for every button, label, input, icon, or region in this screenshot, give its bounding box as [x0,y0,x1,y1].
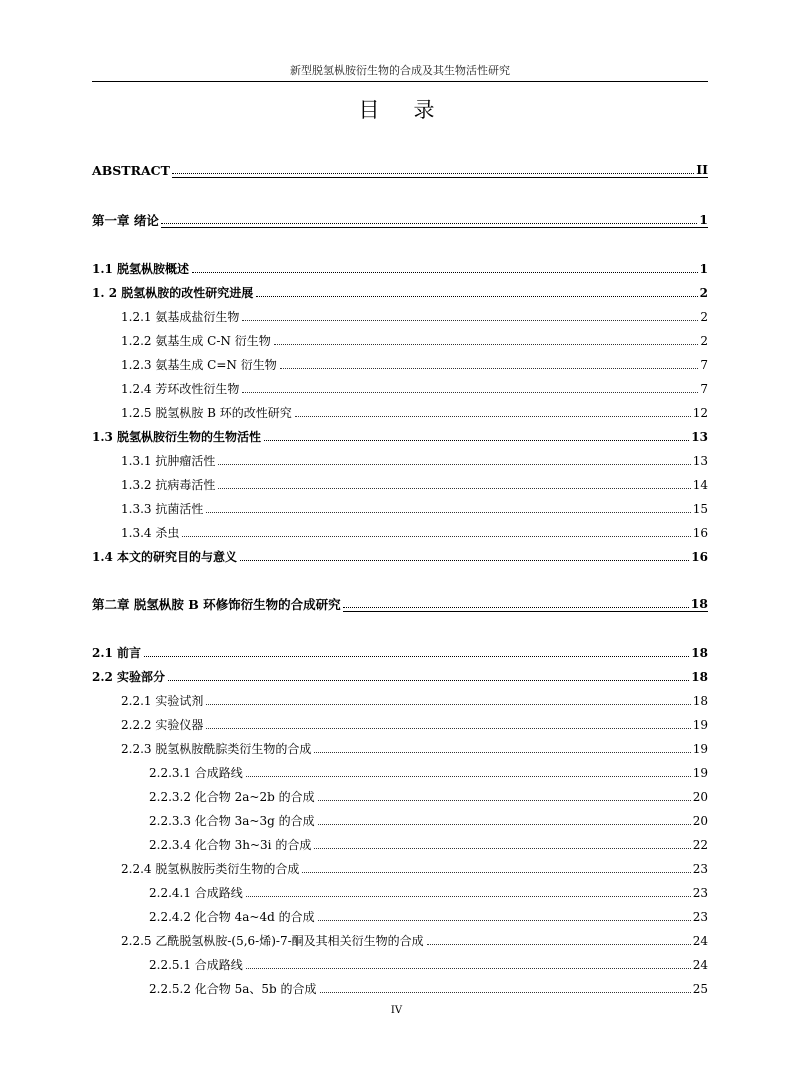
toc-entry[interactable] [121,378,708,396]
dot-leader [280,368,699,369]
toc-entry-page: 24 [692,958,708,972]
dot-leader [144,656,689,657]
toc-entry-page: 16 [691,550,708,564]
dot-leader [274,344,699,345]
dot-leader [172,173,694,174]
toc-entry[interactable] [149,954,708,972]
toc-entry-label: 1.2.5 脱氢枞胺 B 环的改性研究 [121,406,292,420]
dot-leader [206,704,690,705]
leader-underline [172,173,696,178]
toc-entry[interactable] [149,906,708,924]
toc-entry-page: 1 [699,212,708,227]
dot-leader [318,920,691,921]
toc-entry-label: 2.2.3.4 化合物 3h~3i 的合成 [149,838,312,852]
dot-leader [206,512,690,513]
toc-entry-label: 2.2.2 实验仪器 [121,718,204,732]
toc-entry-page: 2 [699,286,708,300]
toc-entry-page: 16 [692,526,708,540]
toc-entry[interactable] [121,474,708,492]
toc-entry-label: 第二章 脱氢枞胺 B 环修饰衍生物的合成研究 [92,597,341,612]
toc-entry-page: 24 [692,934,708,948]
toc-entry-page: 18 [691,670,708,684]
toc-entry-page: 23 [692,862,708,876]
dot-leader [218,488,690,489]
toc-entry-page: 18 [692,694,708,708]
toc-entry-page: 1 [699,262,708,276]
toc-entry-label: 1.2.2 氨基生成 C-N 衍生物 [121,334,271,348]
toc-entry-label: 1.3 脱氢枞胺衍生物的生物活性 [92,430,262,444]
dot-leader [242,320,698,321]
toc-entry[interactable] [92,594,708,612]
dot-leader [295,416,691,417]
running-header: 新型脱氢枞胺衍生物的合成及其生物活性研究 [290,64,510,77]
dot-leader [320,992,691,993]
toc-entry-label: 1. 2 脱氢枞胺的改性研究进展 [92,286,254,300]
toc-entry-page: II [696,162,708,177]
dot-leader [314,848,690,849]
dot-leader [318,800,691,801]
toc-entry-page: 20 [692,814,708,828]
dot-leader [218,464,690,465]
dot-leader [314,752,690,753]
dot-leader [343,607,689,608]
toc-entry-page: 20 [692,790,708,804]
dot-leader [246,968,691,969]
toc-entry-page: 15 [692,502,708,516]
toc-entry-label: 1.1 脱氢枞胺概述 [92,262,190,276]
dot-leader [256,296,697,297]
toc-entry[interactable] [121,354,708,372]
toc-entry-page: 19 [692,718,708,732]
toc-entry[interactable] [149,978,708,996]
toc-entry[interactable] [92,210,708,228]
toc-entry[interactable] [149,762,708,780]
toc-entry[interactable] [121,306,708,324]
toc-entry[interactable] [121,402,708,420]
dot-leader [206,728,690,729]
dot-leader [168,680,689,681]
toc-entry-label: 2.2.1 实验试剂 [121,694,204,708]
toc-entry-page: 19 [692,766,708,780]
toc-entry-label: 1.3.3 抗菌活性 [121,502,204,516]
dot-leader [427,944,691,945]
toc-entry-page: 22 [692,838,708,852]
toc-entry-label: 2.2.3.3 化合物 3a~3g 的合成 [149,814,315,828]
toc-entry-page: 2 [700,310,708,324]
dot-leader [182,536,690,537]
toc-entry-label: 1.4 本文的研究目的与意义 [92,550,238,564]
toc-entry[interactable] [121,930,708,948]
toc-entry-page: 12 [692,406,708,420]
toc-entry-label: 1.2.4 芳环改性衍生物 [121,382,240,396]
toc-entry[interactable] [92,666,708,684]
dot-leader [246,896,691,897]
toc-entry-page: 23 [692,886,708,900]
toc-entry[interactable] [121,450,708,468]
dot-leader [264,440,689,441]
toc-entry[interactable] [149,810,708,828]
toc-entry[interactable] [121,498,708,516]
toc-entry-label: 2.2.5.1 合成路线 [149,958,243,972]
toc-entry-label: 1.3.4 杀虫 [121,526,180,540]
toc-entry[interactable] [92,426,708,444]
toc-entry-label: 2.2.3.1 合成路线 [149,766,243,780]
toc-entry-label: 第一章 绪论 [92,213,159,228]
dot-leader [242,392,698,393]
toc-entry-label: 2.2 实验部分 [92,670,166,684]
toc-entry-page: 13 [692,454,708,468]
toc-entry[interactable] [121,522,708,540]
dot-leader [240,560,689,561]
dot-leader [302,872,690,873]
dot-leader [192,272,698,273]
toc-entry[interactable] [121,738,708,756]
toc-entry-label: 1.2.3 氨基生成 C=N 衍生物 [121,358,277,372]
toc-entry-label: 1.2.1 氨基成盐衍生物 [121,310,240,324]
toc-entry-label: 2.2.5.2 化合物 5a、5b 的合成 [149,982,317,996]
toc-title: 目录 [358,98,469,122]
dot-leader [246,776,691,777]
toc-entry-label: 2.2.3.2 化合物 2a~2b 的合成 [149,790,315,804]
toc-entry-page: 2 [700,334,708,348]
toc-entry[interactable] [92,258,708,276]
leader-underline [343,607,691,612]
toc-entry-page: 7 [700,382,708,396]
toc-entry[interactable] [121,714,708,732]
toc-entry-label: 2.2.5 乙酰脱氢枞胺-(5,6-烯)-7-酮及其相关衍生物的合成 [121,934,424,948]
dot-leader [161,223,697,224]
dot-leader [318,824,691,825]
toc-entry-label: 2.2.4 脱氢枞胺肟类衍生物的合成 [121,862,300,876]
toc-entry-page: 19 [692,742,708,756]
toc-entry-page: 13 [691,430,708,444]
toc-entry[interactable] [121,690,708,708]
toc-entry[interactable] [92,282,708,300]
page-number: IV [390,1005,403,1016]
toc-entry-page: 14 [692,478,708,492]
toc-entry[interactable] [121,330,708,348]
toc-entry-label: 2.2.3 脱氢枞胺酰腙类衍生物的合成 [121,742,312,756]
toc-entry-label: 2.2.4.1 合成路线 [149,886,243,900]
toc-entry[interactable] [92,546,708,564]
toc-entry[interactable] [92,642,708,660]
toc-entry-page: 7 [700,358,708,372]
toc-entry-label: 1.3.2 抗病毒活性 [121,478,216,492]
toc-entry-page: 25 [692,982,708,996]
toc-entry[interactable] [149,882,708,900]
toc-entry-page: 23 [692,910,708,924]
toc-entry-label: 2.2.4.2 化合物 4a~4d 的合成 [149,910,315,924]
toc-entry-page: 18 [691,646,708,660]
leader-underline [161,223,699,228]
toc-entry-label: ABSTRACT [92,163,170,178]
toc-entry-label: 2.1 前言 [92,646,142,660]
toc-entry[interactable] [149,834,708,852]
toc-entry-page: 18 [690,596,708,611]
toc-entry[interactable] [149,786,708,804]
toc-entry[interactable] [92,160,708,178]
toc-entry-label: 1.3.1 抗肿瘤活性 [121,454,216,468]
toc-entry[interactable] [121,858,708,876]
